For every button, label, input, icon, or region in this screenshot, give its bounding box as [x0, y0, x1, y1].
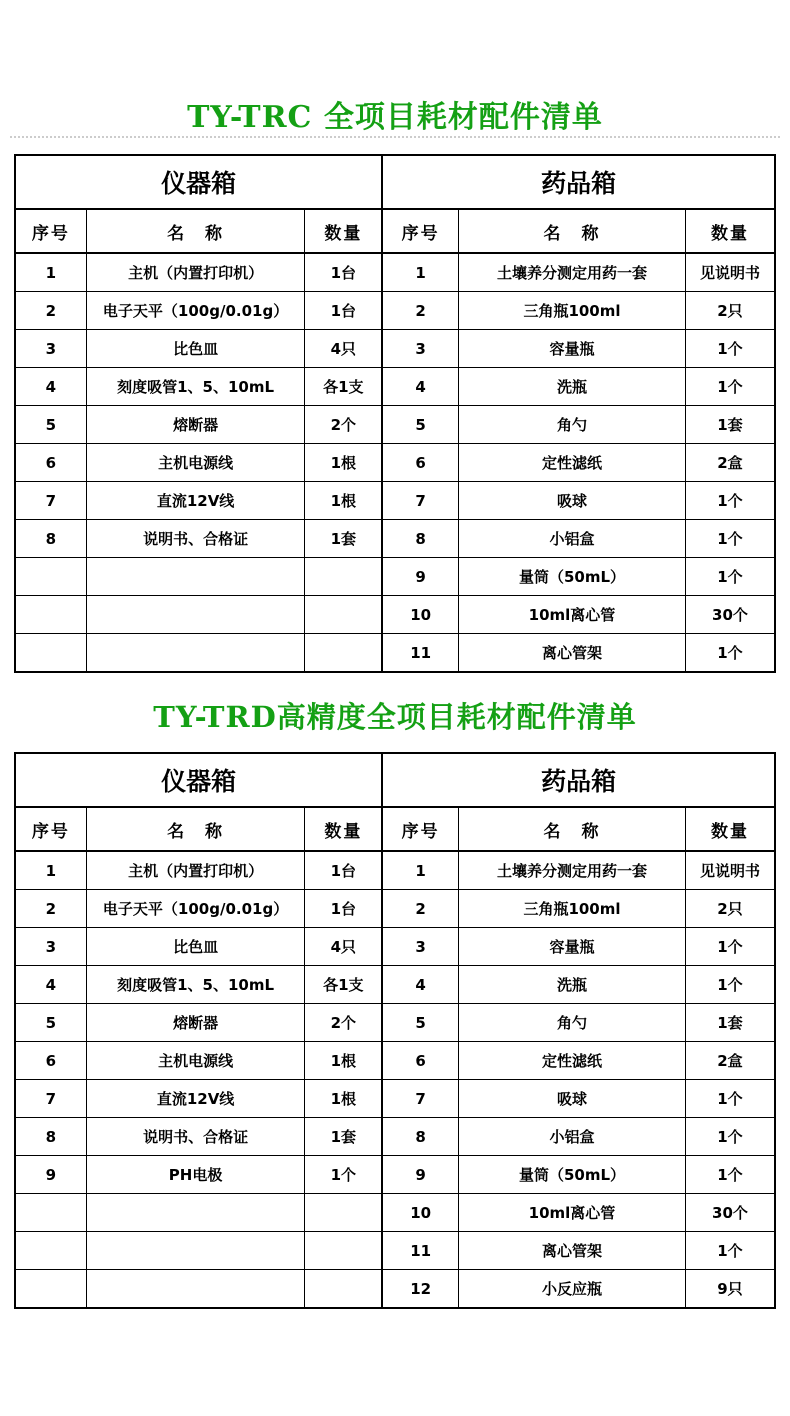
cell-qty-right: 1个 — [685, 520, 775, 558]
cell-name-right: 吸球 — [459, 482, 686, 520]
table-row — [15, 1080, 775, 1118]
cell-index-right: 4 — [382, 966, 458, 1004]
cell-index-right: 2 — [382, 292, 458, 330]
cell-name-right: 三角瓶100ml — [459, 292, 686, 330]
table-row — [15, 444, 775, 482]
cell-name-left: 直流12V线 — [86, 1080, 305, 1118]
cell-qty-right: 2只 — [685, 292, 775, 330]
cell-qty-right: 2盒 — [685, 444, 775, 482]
cell-empty — [15, 1232, 86, 1270]
col-header-name-left: 名 称 — [86, 209, 305, 253]
cell-index-right: 12 — [382, 1270, 458, 1309]
cell-name-left: 直流12V线 — [86, 482, 305, 520]
col-header-index-right: 序号 — [382, 807, 458, 851]
top-divider — [10, 136, 780, 138]
cell-index-left: 1 — [15, 253, 86, 292]
cell-index-left: 8 — [15, 1118, 86, 1156]
cell-empty — [86, 558, 305, 596]
cell-qty-left: 1台 — [305, 851, 382, 890]
table-row — [15, 890, 775, 928]
cell-qty-left: 1根 — [305, 1042, 382, 1080]
page-title-trd: TY-TRD高精度全项目耗材配件清单 — [153, 700, 637, 734]
cell-name-right: 小铝盒 — [459, 1118, 686, 1156]
cell-empty — [15, 1270, 86, 1309]
cell-name-right: 定性滤纸 — [459, 1042, 686, 1080]
table-row — [15, 966, 775, 1004]
cell-qty-right: 1套 — [685, 1004, 775, 1042]
table-row — [15, 1118, 775, 1156]
cell-name-left: 主机（内置打印机） — [86, 851, 305, 890]
cell-empty — [86, 596, 305, 634]
cell-qty-left: 1根 — [305, 482, 382, 520]
cell-index-left: 5 — [15, 406, 86, 444]
group-title-reagent-case: 药品箱 — [382, 753, 775, 807]
cell-name-left: 电子天平（100g/0.01g） — [86, 292, 305, 330]
col-header-qty-right: 数量 — [685, 209, 775, 253]
cell-name-right: 洗瓶 — [459, 966, 686, 1004]
col-header-index-left: 序号 — [15, 209, 86, 253]
cell-qty-right: 1个 — [685, 1118, 775, 1156]
cell-qty-right: 9只 — [685, 1270, 775, 1309]
cell-qty-right: 见说明书 — [685, 253, 775, 292]
table-row — [15, 482, 775, 520]
cell-name-left: 比色皿 — [86, 330, 305, 368]
cell-qty-left: 1个 — [305, 1156, 382, 1194]
cell-index-right: 7 — [382, 482, 458, 520]
table-row — [15, 406, 775, 444]
section-trc — [0, 92, 790, 673]
cell-index-left: 6 — [15, 1042, 86, 1080]
table-row — [15, 1194, 775, 1232]
cell-index-right: 7 — [382, 1080, 458, 1118]
table-row — [15, 292, 775, 330]
cell-qty-left: 1根 — [305, 1080, 382, 1118]
cell-empty — [15, 558, 86, 596]
cell-name-left: 熔断器 — [86, 406, 305, 444]
cell-name-left: 熔断器 — [86, 1004, 305, 1042]
col-header-name-right: 名 称 — [459, 807, 686, 851]
cell-index-right: 2 — [382, 890, 458, 928]
cell-qty-right: 见说明书 — [685, 851, 775, 890]
cell-name-left: 主机（内置打印机） — [86, 253, 305, 292]
table-row — [15, 253, 775, 292]
page-title-trc: TY-TRC 全项目耗材配件清单 — [187, 100, 603, 135]
cell-name-right: 土壤养分测定用药一套 — [459, 253, 686, 292]
cell-name-left: 主机电源线 — [86, 444, 305, 482]
col-header-qty-left: 数量 — [305, 209, 382, 253]
cell-name-right: 量筒（50mL） — [459, 558, 686, 596]
column-header-row — [15, 209, 775, 253]
col-header-name-left: 名 称 — [86, 807, 305, 851]
cell-empty — [15, 634, 86, 673]
group-header-row — [15, 155, 775, 209]
cell-qty-right: 1个 — [685, 482, 775, 520]
cell-name-right: 土壤养分测定用药一套 — [459, 851, 686, 890]
table-body — [15, 753, 775, 1308]
cell-name-right: 容量瓶 — [459, 330, 686, 368]
cell-empty — [305, 596, 382, 634]
cell-name-left: 刻度吸管1、5、10mL — [86, 368, 305, 406]
cell-index-right: 6 — [382, 1042, 458, 1080]
table-row — [15, 330, 775, 368]
cell-name-right: 角勺 — [459, 1004, 686, 1042]
cell-name-left: 说明书、合格证 — [86, 1118, 305, 1156]
cell-qty-right: 30个 — [685, 596, 775, 634]
cell-qty-left: 1套 — [305, 1118, 382, 1156]
col-header-qty-right: 数量 — [685, 807, 775, 851]
cell-name-left: PH电极 — [86, 1156, 305, 1194]
table-row — [15, 558, 775, 596]
table-row — [15, 1156, 775, 1194]
cell-name-left: 比色皿 — [86, 928, 305, 966]
cell-qty-right: 2盒 — [685, 1042, 775, 1080]
cell-index-left: 1 — [15, 851, 86, 890]
cell-index-right: 3 — [382, 330, 458, 368]
cell-index-right: 5 — [382, 406, 458, 444]
col-header-index-left: 序号 — [15, 807, 86, 851]
cell-qty-left: 2个 — [305, 1004, 382, 1042]
cell-qty-left: 各1支 — [305, 966, 382, 1004]
table-row — [15, 634, 775, 673]
cell-index-right: 11 — [382, 1232, 458, 1270]
cell-qty-right: 1个 — [685, 330, 775, 368]
col-header-name-right: 名 称 — [459, 209, 686, 253]
cell-empty — [305, 634, 382, 673]
cell-qty-right: 2只 — [685, 890, 775, 928]
cell-empty — [15, 596, 86, 634]
cell-empty — [305, 1270, 382, 1309]
col-header-qty-left: 数量 — [305, 807, 382, 851]
cell-index-left: 5 — [15, 1004, 86, 1042]
cell-name-right: 量筒（50mL） — [459, 1156, 686, 1194]
table-row — [15, 1270, 775, 1309]
cell-index-left: 8 — [15, 520, 86, 558]
cell-index-right: 1 — [382, 851, 458, 890]
cell-name-right: 10ml离心管 — [459, 596, 686, 634]
cell-qty-right: 30个 — [685, 1194, 775, 1232]
cell-qty-right: 1个 — [685, 966, 775, 1004]
table-row — [15, 368, 775, 406]
cell-empty — [305, 558, 382, 596]
cell-index-left: 6 — [15, 444, 86, 482]
cell-name-right: 小铝盒 — [459, 520, 686, 558]
cell-index-right: 8 — [382, 520, 458, 558]
cell-index-left: 9 — [15, 1156, 86, 1194]
cell-qty-left: 1台 — [305, 253, 382, 292]
cell-index-right: 10 — [382, 596, 458, 634]
table-row — [15, 851, 775, 890]
cell-index-left: 4 — [15, 368, 86, 406]
cell-qty-right: 1套 — [685, 406, 775, 444]
table-row — [15, 596, 775, 634]
cell-name-right: 离心管架 — [459, 1232, 686, 1270]
cell-qty-left: 4只 — [305, 928, 382, 966]
parts-table-trc — [14, 154, 776, 673]
cell-qty-left: 1台 — [305, 890, 382, 928]
table-row — [15, 928, 775, 966]
cell-qty-left: 2个 — [305, 406, 382, 444]
group-header-row — [15, 753, 775, 807]
cell-empty — [86, 1194, 305, 1232]
cell-qty-right: 1个 — [685, 368, 775, 406]
cell-index-right: 9 — [382, 1156, 458, 1194]
cell-index-left: 2 — [15, 292, 86, 330]
document-page — [0, 92, 790, 1416]
col-header-index-right: 序号 — [382, 209, 458, 253]
cell-index-left: 3 — [15, 330, 86, 368]
group-title-instrument-case: 仪器箱 — [15, 753, 382, 807]
group-title-reagent-case: 药品箱 — [382, 155, 775, 209]
table-row — [15, 1042, 775, 1080]
cell-index-left: 4 — [15, 966, 86, 1004]
cell-index-right: 1 — [382, 253, 458, 292]
cell-empty — [86, 1232, 305, 1270]
cell-name-left: 刻度吸管1、5、10mL — [86, 966, 305, 1004]
cell-name-right: 吸球 — [459, 1080, 686, 1118]
cell-name-right: 离心管架 — [459, 634, 686, 673]
cell-qty-right: 1个 — [685, 1156, 775, 1194]
table-row — [15, 1004, 775, 1042]
cell-name-right: 角勺 — [459, 406, 686, 444]
cell-qty-right: 1个 — [685, 1232, 775, 1270]
cell-name-right: 三角瓶100ml — [459, 890, 686, 928]
cell-qty-right: 1个 — [685, 928, 775, 966]
cell-index-right: 3 — [382, 928, 458, 966]
table-row — [15, 1232, 775, 1270]
cell-name-right: 10ml离心管 — [459, 1194, 686, 1232]
table-body — [15, 155, 775, 672]
cell-qty-right: 1个 — [685, 1080, 775, 1118]
cell-name-left: 电子天平（100g/0.01g） — [86, 890, 305, 928]
cell-index-left: 3 — [15, 928, 86, 966]
cell-empty — [305, 1194, 382, 1232]
cell-index-right: 5 — [382, 1004, 458, 1042]
column-header-row — [15, 807, 775, 851]
cell-name-right: 小反应瓶 — [459, 1270, 686, 1309]
cell-empty — [86, 1270, 305, 1309]
cell-index-right: 10 — [382, 1194, 458, 1232]
cell-index-left: 7 — [15, 482, 86, 520]
cell-index-right: 11 — [382, 634, 458, 673]
section-trd — [0, 695, 790, 1309]
cell-name-right: 洗瓶 — [459, 368, 686, 406]
cell-empty — [86, 634, 305, 673]
cell-name-right: 定性滤纸 — [459, 444, 686, 482]
parts-table-trd — [14, 752, 776, 1309]
cell-qty-right: 1个 — [685, 634, 775, 673]
group-title-instrument-case: 仪器箱 — [15, 155, 382, 209]
cell-index-right: 4 — [382, 368, 458, 406]
cell-index-left: 2 — [15, 890, 86, 928]
cell-empty — [305, 1232, 382, 1270]
cell-qty-right: 1个 — [685, 558, 775, 596]
cell-empty — [15, 1194, 86, 1232]
cell-qty-left: 1套 — [305, 520, 382, 558]
cell-index-right: 6 — [382, 444, 458, 482]
cell-index-right: 8 — [382, 1118, 458, 1156]
cell-qty-left: 1根 — [305, 444, 382, 482]
cell-name-left: 说明书、合格证 — [86, 520, 305, 558]
cell-qty-left: 4只 — [305, 330, 382, 368]
table-row — [15, 520, 775, 558]
cell-name-left: 主机电源线 — [86, 1042, 305, 1080]
cell-name-right: 容量瓶 — [459, 928, 686, 966]
cell-index-right: 9 — [382, 558, 458, 596]
cell-index-left: 7 — [15, 1080, 86, 1118]
cell-qty-left: 各1支 — [305, 368, 382, 406]
cell-qty-left: 1台 — [305, 292, 382, 330]
